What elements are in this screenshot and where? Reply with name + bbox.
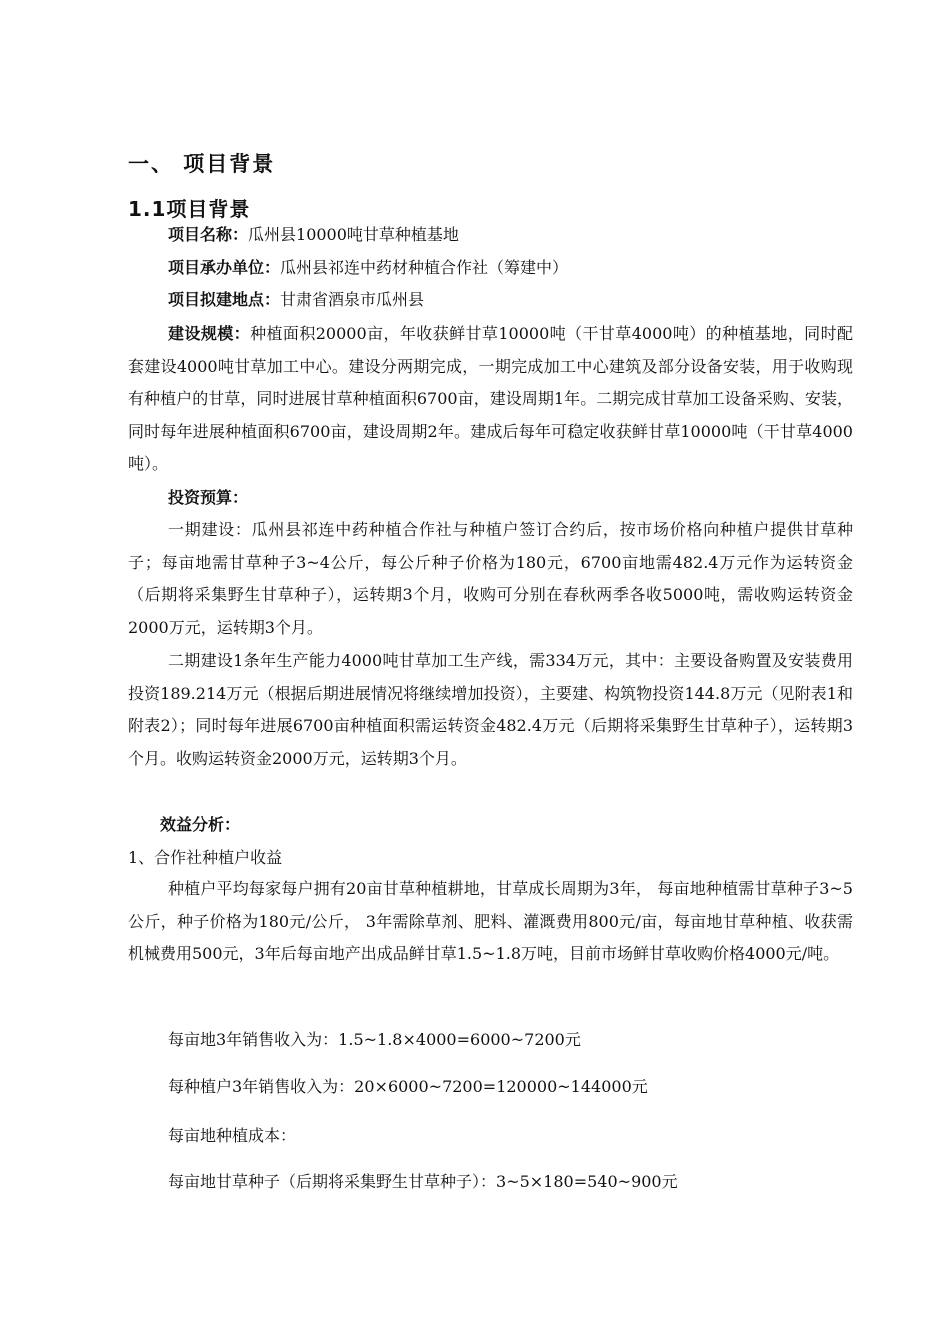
scale-paragraph [128, 318, 853, 481]
organizer-line [168, 258, 568, 278]
location-value: 甘肃省酒泉市瓜州县 [280, 290, 425, 309]
calc-line-3: 每亩地种植成本： [168, 1126, 297, 1145]
organizer-value: 瓜州县祁连中药材种植合作社（筹建中） [280, 258, 569, 277]
project-name-line [168, 225, 459, 245]
project-name-value: 瓜州县10000吨甘草种植基地 [248, 225, 459, 244]
phase2-paragraph: 二期建设1条年生产能力4000吨甘草加工生产线，需334万元，其中：主要设备购置及安装费用投资189.214万元（根据后期进展情况将继续增加投资），主要建、构筑物投资144.8万元（见附表1和附表2）；同时每年进展6700亩种植面积需运转资金482.4万元（后期将采集野生甘草种子），运转期3个月。收购运转资金2000万元，运转期3个月。 [128, 651, 853, 768]
section-heading: 一、 项目背景 [128, 152, 276, 176]
budget-label: 投资预算： [168, 488, 249, 507]
organizer-label: 项目承办单位： [168, 258, 281, 277]
location-label: 项目拟建地点： [168, 290, 281, 309]
phase1-paragraph: 一期建设：瓜州县祁连中药种植合作社与种植户签订合约后，按市场价格向种植户提供甘草种子；每亩地需甘草种子3~4公斤，每公斤种子价格为180元，6700亩地需482.4万元作为运转资金（后期将采集野生甘草种子），运转期3个月，收购可分别在春秋两季各收5000吨，需收购运转资金2000万元，运转期3个月。 [128, 520, 853, 637]
scale-text: 种植面积20000亩，年收获鲜甘草10000吨（干甘草4000吨）的种植基地，同时配套建设4000吨甘草加工中心。建设分两期完成，一期完成加工中心建筑及部分设备安装，用于收购现有种植户的甘草，同时进展甘草种植面积6700亩，建设周期1年。二期完成甘草加工设备采购、安装，同时每年进展种植面积6700亩，建设周期2年。建成后每年可稳定收获鲜甘草10000吨（干甘草4000吨）。 [128, 324, 853, 474]
benefit-label: 效益分析： [160, 815, 241, 834]
calc-line-1: 每亩地3年销售收入为：1.5~1.8×4000=6000~7200元 [168, 1030, 581, 1049]
location-line [168, 290, 424, 310]
subsection-heading: 1.1项目背景 [128, 197, 251, 221]
coop-title: 1、合作社种植户收益 [128, 848, 283, 867]
coop-paragraph: 种植户平均每家每户拥有20亩甘草种植耕地，甘草成长周期为3年， 每亩地种植需甘草种子3~5公斤，种子价格为180元/公斤， 3年需除草剂、肥料、灌溉费用800元/亩，每亩地甘草种植、收获需机械费用500元，3年后每亩地产出成品鲜甘草1.5~1.8万吨，目前市场鲜甘草收购价格4000元/吨。 [128, 879, 853, 964]
calc-line-2: 每种植户3年销售收入为：20×6000~7200=120000~144000元 [168, 1077, 648, 1096]
scale-label: 建设规模： [168, 324, 251, 343]
project-name-label: 项目名称： [168, 225, 249, 244]
calc-line-4: 每亩地甘草种子（后期将采集野生甘草种子）：3~5×180=540~900元 [168, 1172, 678, 1191]
